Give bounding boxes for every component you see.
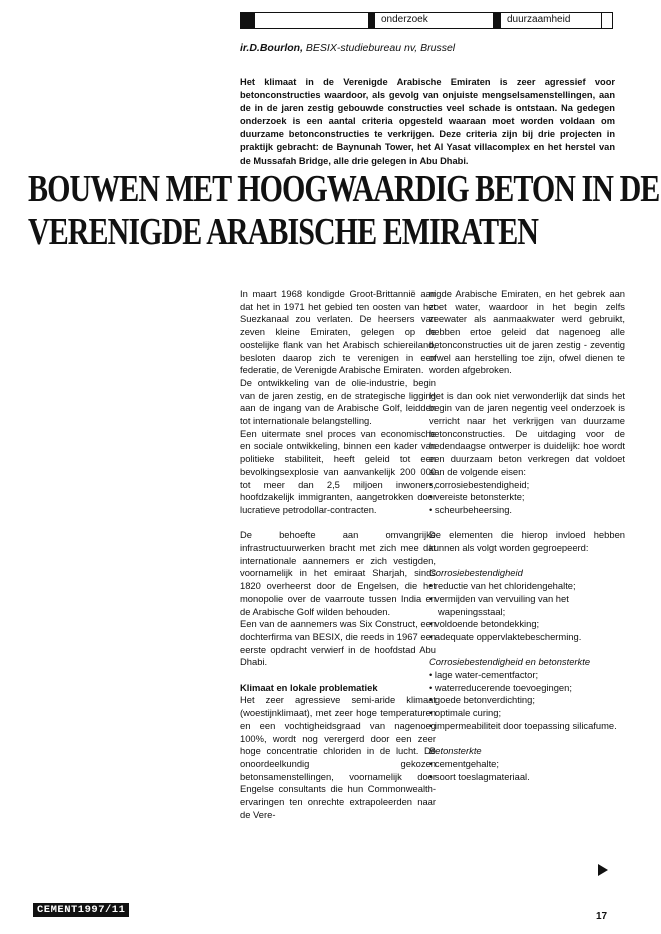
section-tag-onderzoek: onderzoek — [381, 14, 428, 25]
continue-arrow-icon — [598, 864, 608, 876]
paragraph: Het zeer agressieve semi-aride klimaat (woestijnklimaat), met zeer hoge temperaturen en een vochtigheidsgraad van nagenoeg 100%, wordt nog verergerd door een zeer hoge concentratie chloriden in de lucht. De onoordeelkundig gekozen betonsamenstellingen, voornamelijk door Engelse consultants die hun Commonwealth-ervaringen ten onrechte extrapoleerden naar de Vere- — [240, 694, 436, 820]
header-divider — [601, 13, 602, 28]
header-block — [241, 13, 255, 28]
list-item: • goede betonverdichting; — [429, 694, 625, 707]
requirements-list — [429, 479, 625, 517]
paragraph: nigde Arabische Emiraten, en het gebrek aan zoet water, waardoor in het begin zelfs zeewater als aanmaakwater werd gebruikt, hebben ertoe geleid dat nagenoeg alle betonconstructies uit de jaren zestig - zeventig ofwel aan herstelling toe zijn, ofwel dienen te worden afgebroken. — [429, 288, 625, 376]
paragraph: In maart 1968 kondigde Groot-Brittannië aan dat het in 1971 het gebied ten oosten van het Suezkanaal zou verlaten. De heersers van zeven kleine Emiraten, gelegen op de oostelijke flank van het Arabisch schiereiland, besloten daarop zich te verenigen in een federatie, de Verenigde Arabische Emiraten. — [240, 288, 436, 376]
list-item: • optimale curing; — [429, 707, 625, 720]
paragraph: De elementen die hierop invloed hebben kunnen als volgt worden gegroepeerd: — [429, 529, 625, 554]
paragraph: Het is dan ook niet verwonderlijk dat sinds het begin van de jaren negentig veel onderzoek is verricht naar het verkrijgen van duurzame betonconstructies. De uitdaging voor de hedendaagse ontwerper is duidelijk: hoe wordt een duurzaam beton verkregen dat voldoet aan de volgende eisen: — [429, 389, 625, 477]
list-item: • vereiste betonsterkte; — [429, 491, 625, 504]
list-item: • vermijden van vervuiling van het wapeningsstaal; — [429, 593, 625, 618]
subheading: Corrosiebestendigheid — [429, 567, 523, 579]
page-number: 17 — [596, 911, 608, 922]
list-item: • impermeabiliteit door toepassing silicafume. — [429, 720, 625, 733]
intro-paragraph: Het klimaat in de Verenigde Arabische Emiraten is zeer agressief voor betonconstructies waardoor, als gevolg van onjuiste mengselsamenstellingen, aan de in de jaren zestig gebouwde constructies veel schade is ontstaan. Na gedegen onderzoek is een aantal criteria opgesteld waaraan moet worden voldaan om duurzame betonconstructies te verkrijgen. Deze criteria zijn bij drie projecten in praktijk gebracht: de Baynunah Tower, het Al Yasat villacomplex en het herstel van de Mussafah Bridge, alle drie gelegen in Abu Dhabi. — [240, 77, 615, 166]
subheading: Betonsterkte — [429, 745, 482, 757]
section-heading: Klimaat en lokale problematiek — [240, 681, 378, 693]
subheading: Corrosiebestendigheid en betonsterkte — [429, 656, 591, 668]
author-org: BESIX-studiebureau nv, Brussel — [303, 42, 456, 54]
text-column-right — [429, 288, 625, 796]
paragraph: De behoefte aan omvangrijke infrastructuurwerken bracht met zich mee dat internationale aannemers er zich vestigden, voornamelijk in het emiraat Sharjah, sinds 1820 overheerst door de Engelsen, die het monopolie over de vaarroute tussen India en de Arabische Golf wilden behouden. — [240, 529, 436, 617]
header-block — [493, 13, 501, 28]
strength-list — [429, 758, 625, 783]
list-item: • scheurbeheersing. — [429, 504, 625, 517]
list-item: • adequate oppervlaktebescherming. — [429, 631, 625, 644]
article-title-line-2: VERENIGDE ARABISCHE EMIRATEN — [28, 211, 539, 253]
list-item: • reductie van het chloridengehalte; — [429, 580, 625, 593]
list-item: • waterreducerende toevoegingen; — [429, 682, 625, 695]
corrosion-strength-list — [429, 669, 625, 733]
section-header-bar — [240, 12, 613, 29]
list-item: • voldoende betondekking; — [429, 618, 625, 631]
section-tag-duurzaamheid: duurzaamheid — [507, 14, 571, 25]
list-item: • corrosiebestendigheid; — [429, 479, 625, 492]
list-item: • cementgehalte; — [429, 758, 625, 771]
article-title-line-1: BOUWEN MET HOOGWAARDIG BETON IN DE — [28, 168, 660, 210]
author-line — [240, 42, 455, 54]
paragraph: Een uitermate snel proces van economische en sociale ontwikkeling, binnen een kader van politieke stabiliteit, heeft geleid tot een bevolkingsexplosie van aanvankelijk 200 000 tot meer dan 2,5 miljoen inwoners, hoofdzakelijk immigranten, aangetrokken door lucratieve petrodollar-contracten. — [240, 427, 436, 515]
paragraph: De ontwikkeling van de olie-industrie, begin van de jaren zestig, en de strategische ligging aan de ingang van de Arabische Golf, leidden tot internationale belangstelling. — [240, 376, 436, 427]
author-name: ir.D.Bourlon, — [240, 42, 303, 54]
journal-label: CEMENT1997/11 — [33, 903, 129, 917]
text-column-left — [240, 288, 436, 822]
header-block — [368, 13, 375, 28]
paragraph: Een van de aannemers was Six Construct, een dochterfirma van BESIX, die reeds in 1967 een eerste opdracht verwierf in de hoofdstad Abu Dhabi. — [240, 618, 436, 668]
list-item: • soort toeslagmateriaal. — [429, 771, 625, 784]
list-item: • lage water-cementfactor; — [429, 669, 625, 682]
corrosion-list — [429, 580, 625, 644]
